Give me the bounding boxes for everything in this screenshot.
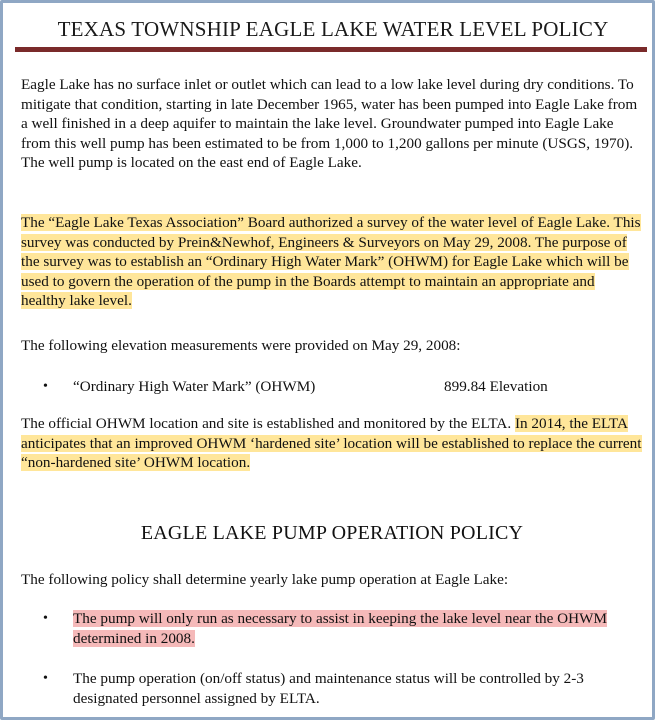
bullet-icon: • bbox=[43, 379, 48, 394]
section-heading: EAGLE LAKE PUMP OPERATION POLICY bbox=[140, 522, 524, 544]
policy-item-text bbox=[73, 609, 633, 648]
ohwm-label: “Ordinary High Water Mark” (OHWM) bbox=[73, 378, 316, 395]
ohwm-site-highlight-text: In 2014, the ELTA anticipates that an improved OHWM ‘hardened site’ location will be established to replace the current “non-hardened site’ OHWM location. bbox=[21, 415, 642, 471]
policy-item-highlight: The pump will only run as necessary to assist in keeping the lake level near the OHWM determined in 2008. bbox=[73, 610, 607, 647]
ohwm-value: 899.84 Elevation bbox=[444, 378, 548, 395]
intro-paragraph bbox=[21, 75, 643, 173]
policy-item-text: The pump operation (on/off status) and maintenance status will be controlled by 2-3 designated personnel assigned by ELTA. bbox=[73, 670, 584, 707]
bullet-icon: • bbox=[43, 611, 48, 626]
policy-item bbox=[43, 669, 643, 709]
policy-item bbox=[43, 609, 643, 649]
page-title: TEXAS TOWNSHIP EAGLE LAKE WATER LEVEL POLICY bbox=[57, 17, 609, 41]
title-underline bbox=[15, 47, 647, 52]
ohwm-site-paragraph bbox=[21, 414, 643, 473]
measurements-intro-text: The following elevation measurements were provided on May 29, 2008: bbox=[21, 337, 461, 354]
measurements-intro bbox=[21, 336, 643, 356]
policy-intro bbox=[21, 570, 643, 590]
survey-paragraph-text: The “Eagle Lake Texas Association” Board authorized a survey of the water level of Eagle Lake. This survey was conducted by Prein&Newhof, Engineers & Surveyors on May 29, 2008. The purpose of the survey was to establish an “Ordinary High Water Mark” (OHWM) for Eagle Lake which will be used to govern the operation of the pump in the Boards attempt to maintain an appropriate and healthy lake level. bbox=[21, 214, 641, 309]
bullet-icon: • bbox=[43, 671, 48, 686]
ohwm-site-plain-text: The official OHWM location and site is established and monitored by the ELTA. bbox=[21, 415, 515, 432]
policy-intro-text: The following policy shall determine yearly lake pump operation at Eagle Lake: bbox=[21, 571, 509, 588]
survey-paragraph bbox=[21, 213, 643, 311]
intro-paragraph-text: Eagle Lake has no surface inlet or outlet which can lead to a low lake level during dry conditions. To mitigate that condition, starting in late December 1965, water has been pumped into Eagle Lake from a well finished in a deep aquifer to maintain the lake level. Groundwater pumped into Eagle Lake from this well pump has been estimated to be from 1,000 to 1,200 gallons per minute (USGS, 1970). The well pump is located on the east end of Eagle Lake. bbox=[21, 76, 638, 171]
